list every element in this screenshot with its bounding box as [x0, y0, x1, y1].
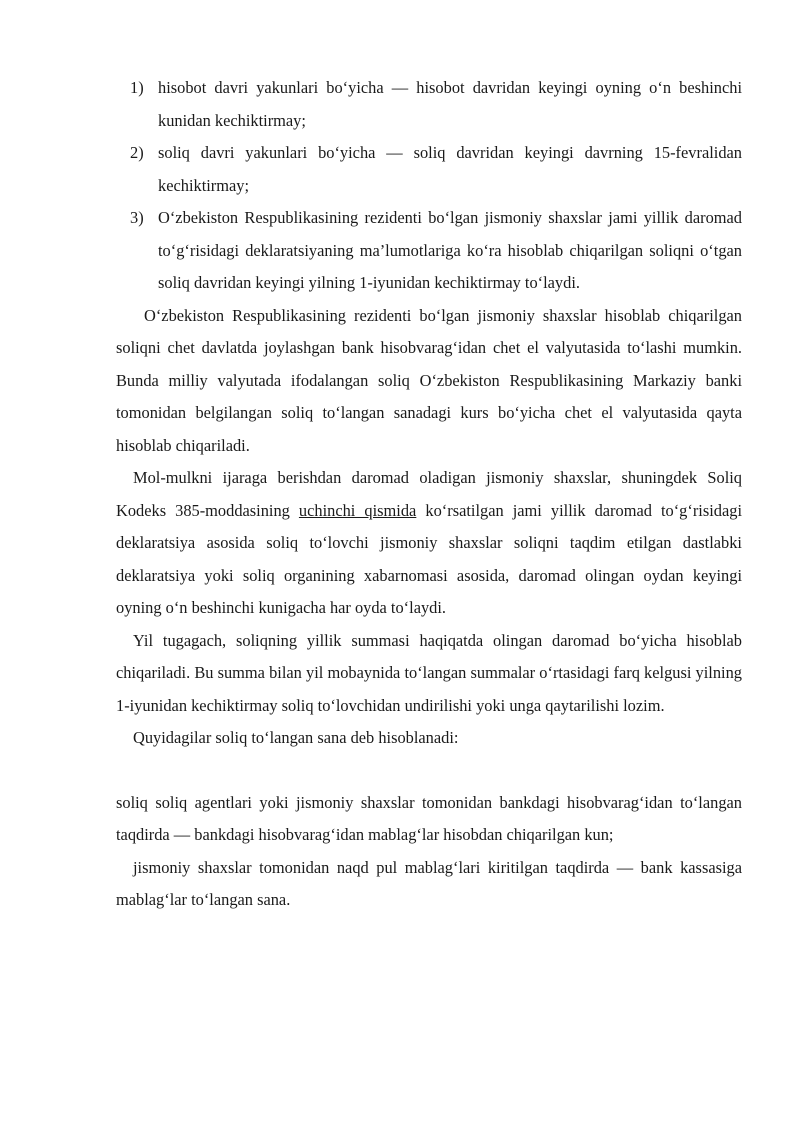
list-item [130, 202, 742, 300]
list-item-text: soliq davri yakunlari bo‘yicha — soliq davridan keyingi davrning 15-fevralidan kechiktirmay; [158, 143, 742, 195]
list-item [130, 137, 742, 202]
list-item-number: 1) [130, 78, 144, 97]
paragraph-rental-income [116, 462, 742, 625]
paragraph-annual-sum: Yil tugagach, soliqning yillik summasi haqiqatda olingan daromad bo‘yicha hisoblab chiqariladi. Bu summa bilan yil mobaynida to‘langan summalar o‘rtasidagi farq kelgusi yilning 1-iyunidan kechiktirmay soliq to‘lovchidan undirilishi yoki unga qaytarilishi lozim. [116, 630, 742, 715]
list-item-text: O‘zbekiston Respublikasining rezidenti bo‘lgan jismoniy shaxslar jami yillik daromad to‘g‘risidagi deklaratsiyaning ma’lumotlariga ko‘ra hisoblab chiqarilgan soliqni o‘tgan soliq davridan keyingi yilning 1-iyunidan kechiktirmay to‘laydi. [158, 208, 742, 292]
article-part-link[interactable]: uchinchi qismida [298, 500, 417, 520]
paragraph-text: Mol-mulkni ijaraga berishdan daromad oladigan jismoniy shaxslar, shuningdek Soliq Kodeks 385-moddasining [116, 468, 742, 520]
list-item-number: 3) [130, 208, 144, 227]
blank-line [0, 755, 800, 787]
payment-deadline-list [0, 72, 800, 300]
paragraph-bank-account-payment: soliq soliq agentlari yoki jismoniy shaxslar tomonidan bankdagi hisobvarag‘idan to‘langan taqdirda — bankdagi hisobvarag‘idan mablag‘lar hisobdan chiqarilgan kun; [116, 792, 742, 844]
document-page [0, 72, 800, 917]
paragraph-cash-payment: jismoniy shaxslar tomonidan naqd pul mablag‘lari kiritilgan taqdirda — bank kassasiga mablag‘lar to‘langan sana. [116, 857, 742, 909]
list-item [130, 72, 742, 137]
paragraph-text: ko‘rsatilgan jami yillik daromad to‘g‘risidagi deklaratsiya asosida soliq to‘lovchi jismoniy shaxslar soliqni taqdim etilgan dastlabki deklaratsiya yoki soliq organining xabarnomasi asosida, daromad olingan oydan keyingi oyning o‘n beshinchi kunigacha har oyda to‘laydi. [116, 500, 742, 617]
list-item-number: 2) [130, 143, 144, 162]
list-item-text: hisobot davri yakunlari bo‘yicha — hisobot davridan keyingi oyning o‘n beshinchi kunidan kechiktirmay; [158, 78, 742, 130]
paragraph-foreign-currency: O‘zbekiston Respublikasining rezidenti bo‘lgan jismoniy shaxslar hisoblab chiqarilgan soliqni chet davlatda joylashgan bank hisobvarag‘idan chet el valyutasida to‘lashi mumkin. Bunda milliy valyutada ifodalangan soliq O‘zbekiston Respublikasining Markaziy banki tomonidan belgilangan soliq to‘langan sanadagi kurs bo‘yicha chet el valyutasida qayta hisoblab chiqariladi. [116, 305, 742, 455]
paragraph-payment-date-heading: Quyidagilar soliq to‘langan sana deb hisoblanadi: [133, 728, 459, 747]
